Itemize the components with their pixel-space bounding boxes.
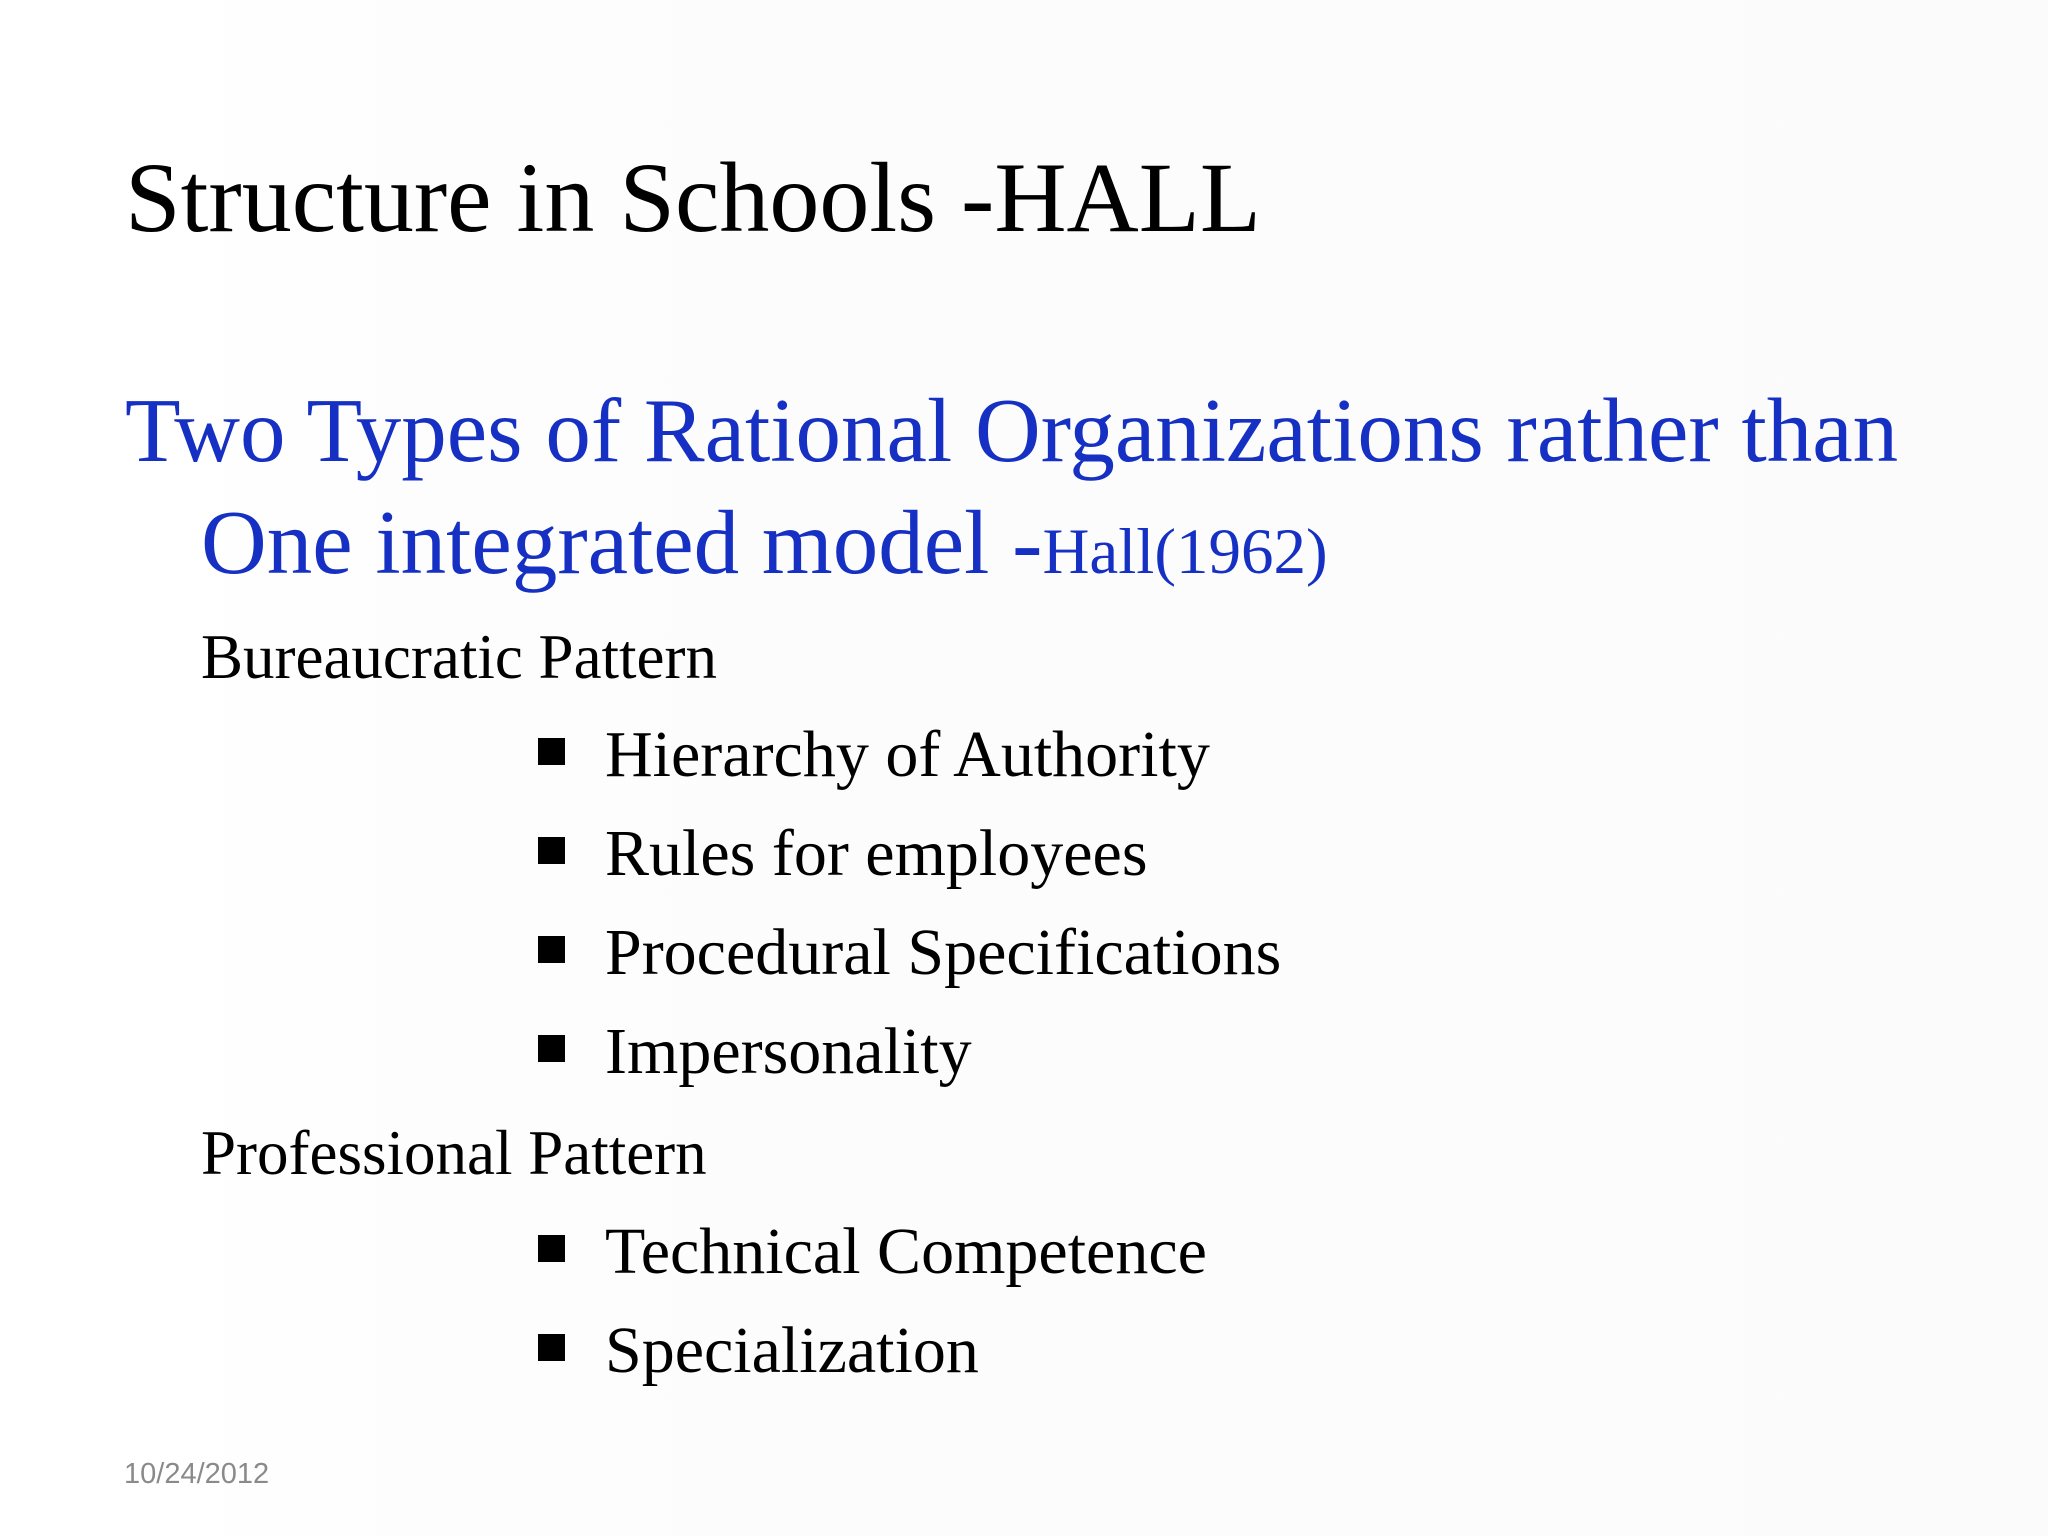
square-bullet-icon [538,936,565,963]
list-item-text: Technical Competence [605,1215,1207,1288]
subtitle-line-2 [125,487,2025,608]
square-bullet-icon [538,1334,565,1361]
professional-pattern-heading: Professional Pattern [201,1118,707,1188]
footer-date: 10/24/2012 [124,1458,270,1490]
list-item [538,1015,1281,1118]
bureaucratic-pattern-heading: Bureaucratic Pattern [201,622,717,692]
bureaucratic-pattern-list [538,718,1282,1118]
list-item [538,1314,1207,1417]
list-item-text: Procedural Specifications [605,916,1282,989]
list-item [538,1215,1207,1318]
list-item-text: Specialization [605,1314,979,1387]
slide-title: Structure in Schools -HALL [125,142,1261,253]
subtitle-citation: Hall(1962) [1042,516,1328,588]
list-item [538,916,1282,1019]
list-item [538,817,1281,920]
square-bullet-icon [538,1235,565,1262]
square-bullet-icon [538,1035,565,1062]
square-bullet-icon [538,837,565,864]
subtitle-line-1: Two Types of Rational Organizations rather than [125,380,1899,481]
subtitle-line-2-text: One integrated model - [201,492,1043,593]
list-item-text: Rules for employees [605,817,1148,890]
professional-pattern-list [538,1215,1207,1417]
list-item-text: Impersonality [605,1015,972,1088]
slide-subtitle [125,375,2025,608]
list-item-text: Hierarchy of Authority [605,718,1210,791]
list-item [538,718,1281,821]
square-bullet-icon [538,738,565,765]
